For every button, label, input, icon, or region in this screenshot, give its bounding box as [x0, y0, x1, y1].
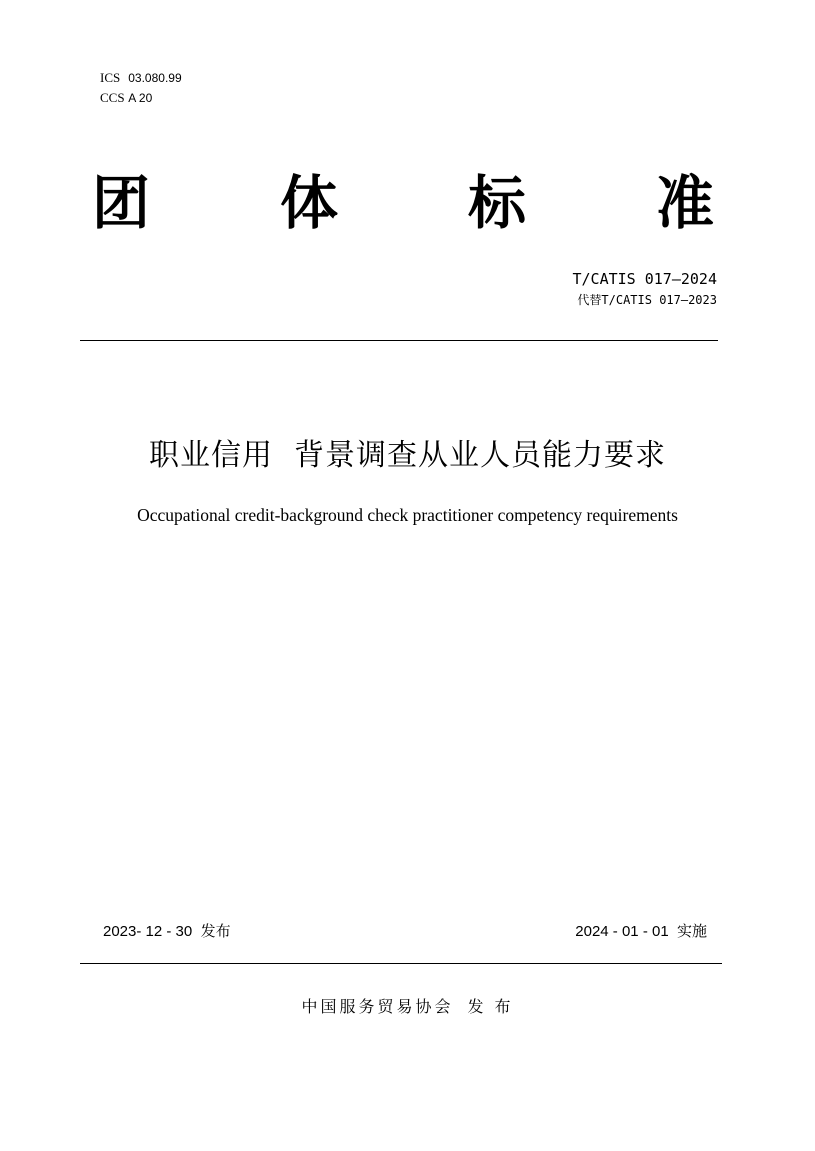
- ccs-line: [100, 88, 182, 108]
- ics-line: [100, 68, 182, 88]
- top-divider: [80, 340, 718, 341]
- standard-code: T/CATIS 017—2024: [572, 270, 717, 288]
- publisher: [0, 995, 815, 1019]
- issue-date: 2023- 12 - 30 发布: [103, 923, 231, 940]
- standard-type-char: 体: [279, 169, 338, 237]
- document-title-zh: 职业信用 背景调查从业人员能力要求: [148, 438, 667, 473]
- standard-code-block: [573, 268, 718, 310]
- standard-type-char: 标: [467, 169, 526, 237]
- ccs-label: CCS: [100, 90, 125, 105]
- ics-value: 03.080.99: [128, 71, 182, 85]
- ics-label: ICS: [100, 70, 121, 85]
- standard-type-char: 准: [655, 169, 714, 237]
- classification-codes: [100, 68, 182, 108]
- document-title-en: Occupational credit-background check practitioner competency requirements: [137, 505, 678, 525]
- standard-type-char: 团: [92, 169, 151, 237]
- ccs-value: A 20: [128, 91, 153, 105]
- bottom-divider: [80, 963, 722, 964]
- publisher-action: 发 布: [467, 997, 514, 1016]
- implement-date: 2024 - 01 - 01 实施: [575, 923, 707, 940]
- publisher-name: 中国服务贸易协会: [301, 997, 454, 1016]
- replaces-code: 代替T/CATIS 017—2023: [577, 293, 717, 307]
- standard-type-heading: [92, 168, 714, 238]
